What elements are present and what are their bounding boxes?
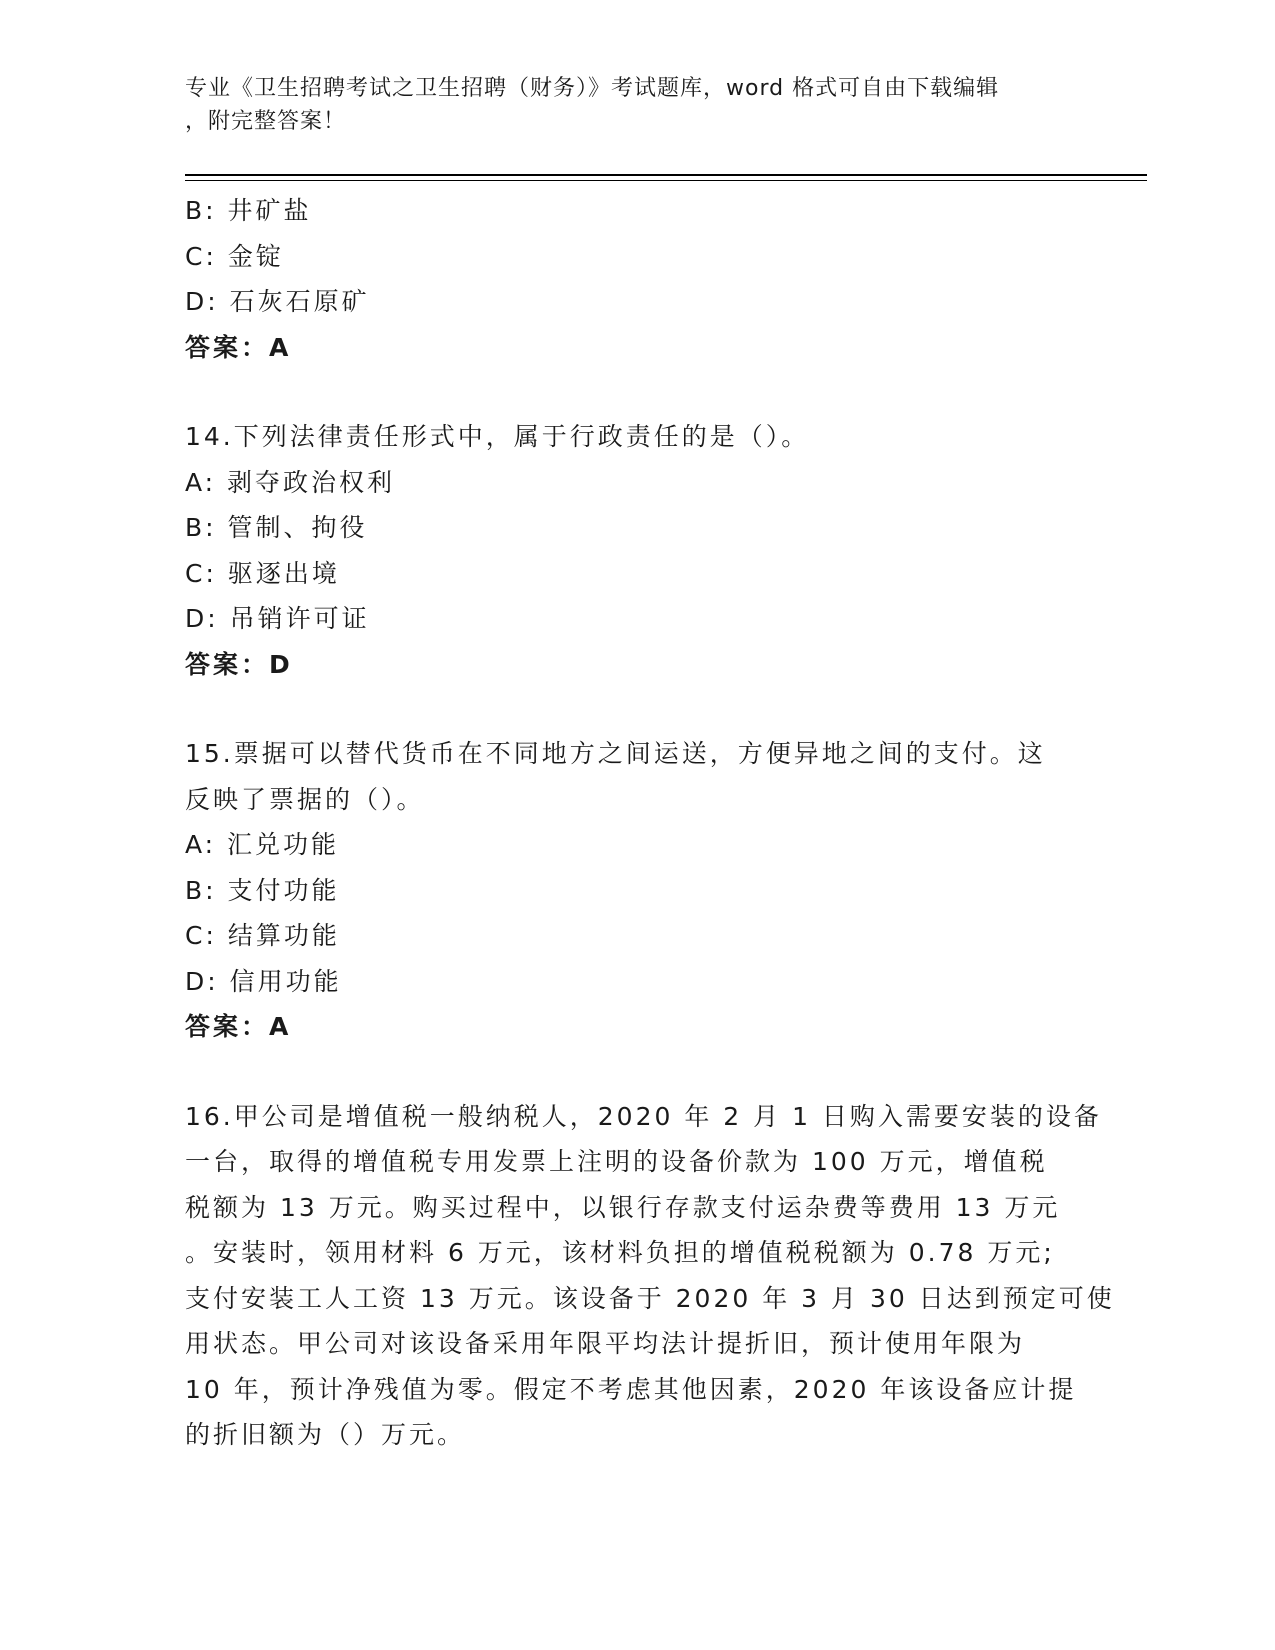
option-c: C: 金锭 xyxy=(185,241,284,271)
header-line-1: 专业《卫生招聘考试之卫生招聘（财务）》考试题库，word 格式可自由下载编辑 xyxy=(185,76,1000,101)
question-text-line-5: 支付安装工人工资 13 万元。该设备于 2020 年 3 月 30 日达到预定可使 xyxy=(185,1283,1115,1313)
option-b: B: 井矿盐 xyxy=(185,196,312,225)
question-text-line-1: 16.甲公司是增值税一般纳税人，2020 年 2 月 1 日购入需要安装的设备 xyxy=(185,1101,1102,1131)
option-b: B: 支付功能 xyxy=(185,875,340,905)
question-text-line-6: 用状态。甲公司对该设备采用年限平均法计提折旧，预计使用年限为 xyxy=(185,1329,1026,1358)
header-divider-thin xyxy=(185,180,1147,181)
option-b: B: 管制、拘役 xyxy=(185,513,368,542)
question-15 xyxy=(185,731,1085,1050)
question-text-line-4: 。安装时，领用材料 6 万元，该材料负担的增值税税额为 0.78 万元; xyxy=(185,1238,1055,1267)
option-c: C: 结算功能 xyxy=(185,921,340,950)
answer: 答案：A xyxy=(185,332,292,362)
option-a: A: 剥夺政治权利 xyxy=(185,467,396,497)
question-text-line-3: 税额为 13 万元。购买过程中，以银行存款支付运杂费等费用 13 万元 xyxy=(185,1192,1061,1222)
question-list xyxy=(185,188,1115,1458)
question-text-line-1: 15.票据可以替代货币在不同地方之间运送，方便异地之间的支付。这 xyxy=(185,739,1046,768)
option-d: D: 石灰石原矿 xyxy=(185,287,370,316)
question-16 xyxy=(185,1094,1115,1458)
spacer xyxy=(185,1050,1085,1094)
answer: 答案：D xyxy=(185,649,293,679)
option-a: A: 汇兑功能 xyxy=(185,830,340,859)
option-d: D: 信用功能 xyxy=(185,966,342,996)
question-text: 14.下列法律责任形式中，属于行政责任的是（）。 xyxy=(185,422,810,451)
document-header xyxy=(185,72,1065,138)
option-c: C: 驱逐出境 xyxy=(185,558,340,588)
spacer xyxy=(185,370,1085,414)
question-14 xyxy=(185,414,1085,687)
header-line-2: ，附完整答案！ xyxy=(185,109,347,134)
header-divider-thick xyxy=(185,174,1147,176)
answer: 答案：A xyxy=(185,1012,292,1041)
question-text-line-8: 的折旧额为（）万元。 xyxy=(185,1420,466,1449)
question-text-line-7: 10 年，预计净残值为零。假定不考虑其他因素，2020 年该设备应计提 xyxy=(185,1374,1077,1404)
question-text-line-2: 一台，取得的增值税专用发票上注明的设备价款为 100 万元，增值税 xyxy=(185,1147,1048,1176)
option-d: D: 吊销许可证 xyxy=(185,604,370,633)
spacer xyxy=(185,687,1085,731)
question-text-line-2: 反映了票据的（）。 xyxy=(185,784,425,814)
question-13 xyxy=(185,188,1085,370)
